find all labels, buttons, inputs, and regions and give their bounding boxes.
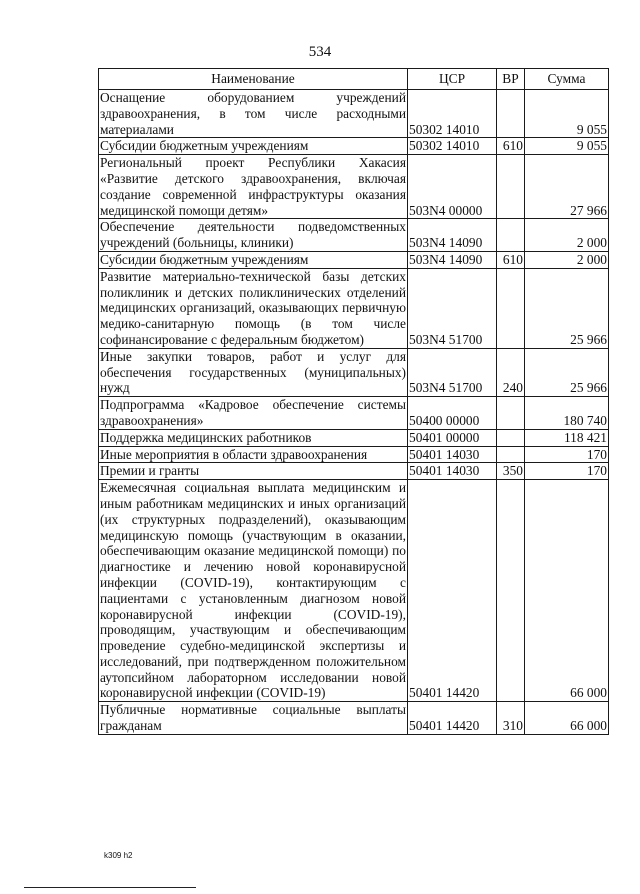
row-vr: 610 — [497, 138, 525, 155]
table-row — [99, 446, 609, 463]
row-name: Поддержка медицинских работников — [99, 429, 408, 446]
row-vr: 240 — [497, 348, 525, 396]
row-vr: 350 — [497, 463, 525, 480]
row-vr — [497, 155, 525, 219]
row-csr: 50401 14030 — [408, 463, 497, 480]
header-vr: ВР — [497, 69, 525, 90]
table-row — [99, 702, 609, 735]
budget-table — [98, 68, 609, 735]
header-name: Наименование — [99, 69, 408, 90]
row-csr: 50401 00000 — [408, 429, 497, 446]
row-name: Ежемесячная социальная выплата медицинским и иным работникам медицинских и иных организаций (их структурных подразделений), оказывающим медицинскую помощь (участвующим в оказании, обеспечивающим оказание медицинской помощи) по диагностике и лечению новой коронавирусной инфекции (COVID-19), контактирующим с пациентами с установленным диагнозом новой коронавирусной инфекции (COVID-19), проводящим, участвующим и обеспечивающим проведение судебно-медицинской экспертизы и исследований, при подтвержденном положительном аутопсийном лабораторном исследовании новой коронавирусной инфекции (COVID-19) — [100, 480, 406, 701]
row-sum: 2 000 — [525, 219, 609, 252]
row-vr — [497, 446, 525, 463]
table-row — [99, 268, 609, 348]
table-row — [99, 251, 609, 268]
row-sum: 9 055 — [525, 90, 609, 138]
row-name: Иные мероприятия в области здравоохранения — [99, 446, 408, 463]
row-sum: 66 000 — [525, 702, 609, 735]
row-name: Оснащение оборудованием учреждений здравоохранения, в том числе расходными материалами — [100, 90, 406, 137]
row-sum: 2 000 — [525, 251, 609, 268]
row-csr: 503N4 14090 — [408, 219, 497, 252]
row-vr — [497, 219, 525, 252]
row-name: Премии и гранты — [99, 463, 408, 480]
row-vr — [497, 397, 525, 430]
table-row — [99, 90, 609, 138]
row-sum: 170 — [525, 463, 609, 480]
row-name: Иные закупки товаров, работ и услуг для обеспечения государственных (муниципальных) нужд — [100, 348, 406, 396]
row-vr — [497, 268, 525, 348]
row-vr — [497, 429, 525, 446]
row-vr: 610 — [497, 251, 525, 268]
table-row — [99, 463, 609, 480]
row-name: Региональный проект Республики Хакасия «Развитие детского здравоохранения, включая создание современной инфраструктуры оказания медицинской помощи детям» — [100, 155, 406, 218]
row-vr: 310 — [497, 702, 525, 735]
table-row — [99, 138, 609, 155]
row-csr: 50400 00000 — [408, 397, 497, 430]
footer-code: k309 h2 — [104, 851, 133, 860]
row-name: Обеспечение деятельности подведомственных учреждений (больницы, клиники) — [100, 219, 406, 251]
row-vr — [497, 480, 525, 702]
row-name: Субсидии бюджетным учреждениям — [99, 138, 408, 155]
table-row — [99, 397, 609, 430]
row-sum: 66 000 — [525, 480, 609, 702]
row-sum: 170 — [525, 446, 609, 463]
table-row — [99, 219, 609, 252]
row-csr: 50401 14420 — [408, 480, 497, 702]
row-name: Субсидии бюджетным учреждениям — [99, 251, 408, 268]
row-name: Публичные нормативные социальные выплаты гражданам — [100, 702, 406, 734]
table-header-row — [99, 69, 609, 90]
row-csr: 50302 14010 — [408, 138, 497, 155]
row-sum: 25 966 — [525, 348, 609, 396]
row-sum: 9 055 — [525, 138, 609, 155]
row-sum: 118 421 — [525, 429, 609, 446]
row-name: Подпрограмма «Кадровое обеспечение системы здравоохранения» — [100, 397, 406, 428]
header-csr: ЦСР — [408, 69, 497, 90]
table-row — [99, 480, 609, 702]
row-csr: 503N4 51700 — [408, 348, 497, 396]
row-csr: 50401 14030 — [408, 446, 497, 463]
row-name: Развитие материально-технической базы детских поликлиник и детских поликлинических отделений медицинских организаций, оказывающих первичную медико-санитарную помощь (в том числе софинансирование с федеральным бюджетом) — [100, 268, 406, 347]
footer-rule — [24, 887, 196, 888]
row-sum: 25 966 — [525, 268, 609, 348]
row-csr: 503N4 14090 — [408, 251, 497, 268]
row-csr: 503N4 00000 — [408, 155, 497, 219]
row-csr: 50401 14420 — [408, 702, 497, 735]
table-row — [99, 429, 609, 446]
page-number: 534 — [308, 44, 332, 60]
row-vr — [497, 90, 525, 138]
row-sum: 27 966 — [525, 155, 609, 219]
table-row — [99, 155, 609, 219]
header-sum: Сумма — [525, 69, 609, 90]
row-csr: 503N4 51700 — [408, 268, 497, 348]
table-row — [99, 348, 609, 396]
row-sum: 180 740 — [525, 397, 609, 430]
row-csr: 50302 14010 — [408, 90, 497, 138]
